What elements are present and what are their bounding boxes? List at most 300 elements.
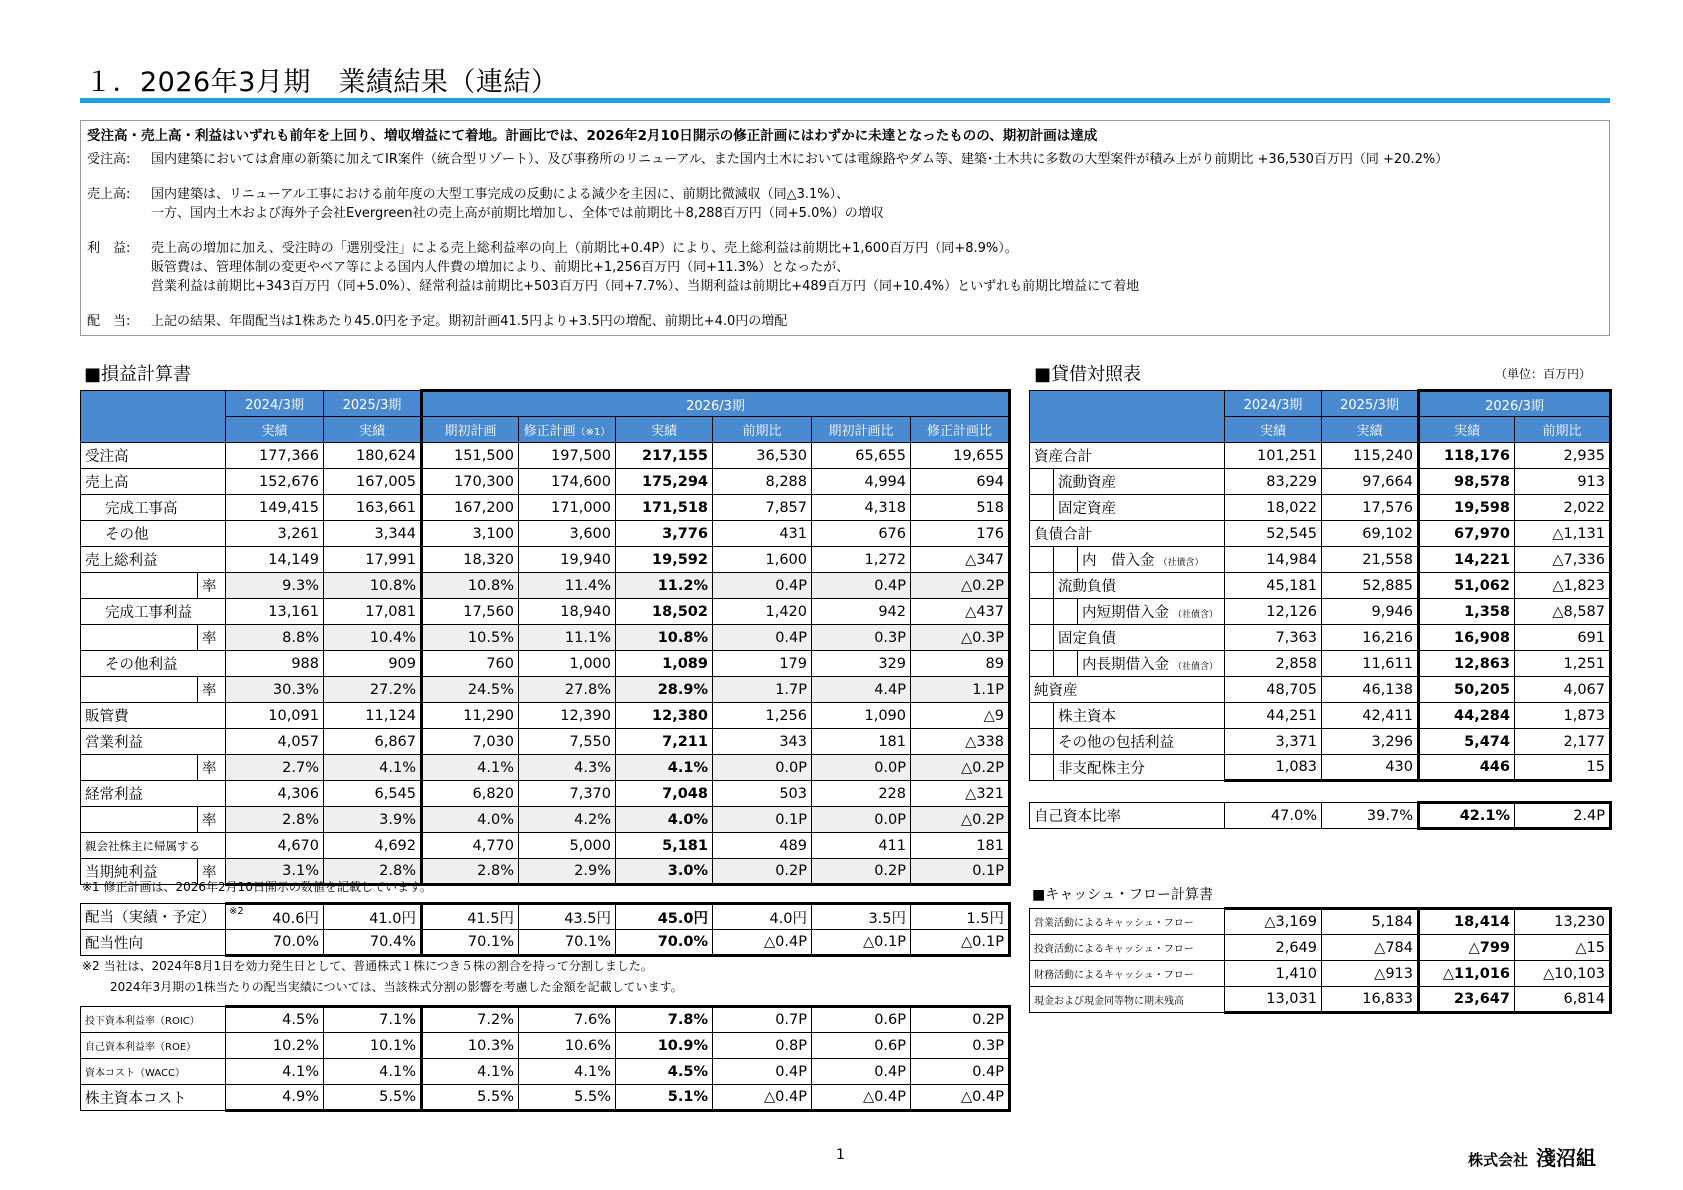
dividend-cell xyxy=(713,904,812,930)
pl-rate-label: 率 xyxy=(198,807,226,833)
bs-cell: △7,336 xyxy=(1515,547,1611,573)
bs-row-label: その他の包括利益 xyxy=(1054,729,1225,755)
ratios-cell xyxy=(713,1033,812,1059)
pl-cell: 2.8% xyxy=(324,859,422,885)
dividend-cell xyxy=(519,904,616,930)
pl-cell: 11.2% xyxy=(616,573,713,599)
bs-cell: 430 xyxy=(1322,755,1419,781)
pl-cell: 1,272 xyxy=(812,547,911,573)
ratios-value: 0.8P xyxy=(775,1037,807,1054)
pl-row-label: 受注高 xyxy=(81,443,226,469)
pl-cell: 4,994 xyxy=(812,469,911,495)
pl-cell: 0.0P xyxy=(812,807,911,833)
ratios-value: 7.6% xyxy=(574,1012,611,1028)
pl-cell: 6,820 xyxy=(422,781,519,807)
ratios-value: 4.1% xyxy=(379,1063,416,1080)
pl-cell: 7,048 xyxy=(616,781,713,807)
ratios-row-label: 株主資本コスト xyxy=(81,1085,226,1111)
equity-ratio-cell: 39.7% xyxy=(1322,803,1419,829)
dividend-value: △0.1P xyxy=(961,934,1004,950)
pl-cell: 4.2% xyxy=(519,807,616,833)
pl-cell: 3,600 xyxy=(519,521,616,547)
cf-cell: △15 xyxy=(1515,935,1611,961)
pl-header-blank xyxy=(81,391,226,443)
bs-cell: △8,587 xyxy=(1515,599,1611,625)
bs-cell: 44,284 xyxy=(1419,703,1515,729)
pl-cell: 10.8% xyxy=(324,573,422,599)
cf-cell: △913 xyxy=(1322,961,1419,987)
pl-cell: 2.7% xyxy=(226,755,324,781)
ratios-cell xyxy=(324,1033,422,1059)
pl-cell: 1.1P xyxy=(911,677,1010,703)
bs-row-label: 資産合計 xyxy=(1030,443,1225,469)
cf-row-label: 営業活動によるキャッシュ・フロー xyxy=(1030,909,1225,935)
pl-cell: 11,124 xyxy=(324,703,422,729)
pl-cell: 170,300 xyxy=(422,469,519,495)
pl-row-blank xyxy=(81,573,198,599)
pl-cell: 676 xyxy=(812,521,911,547)
dividend-value: 3.5円 xyxy=(868,910,906,927)
bs-indent xyxy=(1030,547,1054,573)
pl-cell: 6,545 xyxy=(324,781,422,807)
bs-cell: 52,545 xyxy=(1225,521,1322,547)
cf-cell: △10,103 xyxy=(1515,961,1611,987)
dividend-cell xyxy=(616,904,713,930)
ratios-table xyxy=(80,1005,1011,1112)
pl-cell: 14,149 xyxy=(226,547,324,573)
pl-cell: 4,306 xyxy=(226,781,324,807)
bs-cell: 115,240 xyxy=(1322,443,1419,469)
ratios-cell xyxy=(616,1007,713,1033)
pl-cell: 151,500 xyxy=(422,443,519,469)
dividend-note2-line2: 2024年3月期の1株当たりの配当実績については、当該株式分割の影響を考慮した金額を記載しています。 xyxy=(110,980,683,994)
summary-headline: 受注高・売上高・利益はいずれも前年を上回り、増収増益にて着地。計画比では、2026年2月10日開示の修正計画にはわずかに未達となったものの、期初計画は達成 xyxy=(87,128,1098,144)
pl-cell: 177,366 xyxy=(226,443,324,469)
dividend-cell xyxy=(911,904,1010,930)
bs-cell: 1,083 xyxy=(1225,755,1322,781)
ratios-cell xyxy=(713,1059,812,1085)
ratios-value: 10.9% xyxy=(657,1037,708,1054)
pl-header-yoy: 前期比 xyxy=(713,417,812,443)
bs-row-label-sub: （社債含） xyxy=(1173,610,1219,620)
pl-row-label: 売上総利益 xyxy=(81,547,226,573)
pl-row-blank xyxy=(81,755,198,781)
pl-row-label: 完成工事高 xyxy=(81,495,226,521)
pl-cell: 489 xyxy=(713,833,812,859)
pl-cell: 518 xyxy=(911,495,1010,521)
dividend-value: 70.1% xyxy=(564,934,611,950)
pl-row-blank xyxy=(81,625,198,651)
bs-cell: 446 xyxy=(1419,755,1515,781)
pl-cell: 7,550 xyxy=(519,729,616,755)
ratios-value: 5.5% xyxy=(379,1089,416,1105)
pl-cell: △321 xyxy=(911,781,1010,807)
pl-cell: 18,320 xyxy=(422,547,519,573)
cf-cell: 1,410 xyxy=(1225,961,1322,987)
pl-cell: 36,530 xyxy=(713,443,812,469)
ratios-value: 10.3% xyxy=(467,1037,514,1054)
pl-cell: 11,290 xyxy=(422,703,519,729)
pl-cell: 1,000 xyxy=(519,651,616,677)
dividend-value: △0.1P xyxy=(863,934,906,950)
cf-cell: 5,184 xyxy=(1322,909,1419,935)
pl-header-fy2026: 2026/3期 xyxy=(422,391,1010,417)
company-name xyxy=(1468,1142,1596,1171)
pl-cell: 760 xyxy=(422,651,519,677)
pl-cell: 4.4P xyxy=(812,677,911,703)
bs-indent xyxy=(1030,469,1054,495)
ratios-cell xyxy=(422,1033,519,1059)
company-name-text: 淺沼組 xyxy=(1536,1146,1597,1170)
equity-ratio-cell: 47.0% xyxy=(1225,803,1322,829)
cf-cell: △799 xyxy=(1419,935,1515,961)
bs-cell: 44,251 xyxy=(1225,703,1322,729)
cf-cell: 2,649 xyxy=(1225,935,1322,961)
ratios-cell xyxy=(812,1033,911,1059)
pl-row-label: 売上高 xyxy=(81,469,226,495)
pl-cell: 152,676 xyxy=(226,469,324,495)
pl-cell: 8,288 xyxy=(713,469,812,495)
ratios-value: 4.5% xyxy=(282,1012,319,1028)
pl-cell: 909 xyxy=(324,651,422,677)
dividend-cell xyxy=(422,904,519,930)
summary-profit-label: 利 益: xyxy=(87,241,131,256)
pl-cell: 28.9% xyxy=(616,677,713,703)
pl-note1: ※1 修正計画は、2026年2月10日開示の数値を記載しています。 xyxy=(82,880,432,894)
pl-cell: 217,155 xyxy=(616,443,713,469)
summary-orders-label: 受注高: xyxy=(87,152,131,167)
dividend-value: 1.5円 xyxy=(966,910,1004,927)
pl-cell: 3.9% xyxy=(324,807,422,833)
bs-row-label-sub: （社債含） xyxy=(1173,662,1219,672)
ratios-value: 7.2% xyxy=(477,1012,514,1028)
pl-cell: 180,624 xyxy=(324,443,422,469)
pl-cell: 1,090 xyxy=(812,703,911,729)
cf-row-label: 現金および現金同等物に期末残高 xyxy=(1030,987,1225,1013)
pl-cell: 4.0% xyxy=(616,807,713,833)
pl-cell: 175,294 xyxy=(616,469,713,495)
cf-row-label: 投資活動によるキャッシュ・フロー xyxy=(1030,935,1225,961)
pl-cell: △338 xyxy=(911,729,1010,755)
bs-row-label-sub: （社債含） xyxy=(1158,558,1204,568)
pl-cell: 694 xyxy=(911,469,1010,495)
dividend-row-label: 配当性向 xyxy=(81,930,226,956)
income-statement-table xyxy=(80,389,1011,886)
pl-cell: 7,370 xyxy=(519,781,616,807)
ratios-value: 4.5% xyxy=(667,1063,708,1080)
pl-row-label: 営業利益 xyxy=(81,729,226,755)
ratios-cell xyxy=(911,1059,1010,1085)
pl-header-initial-plan: 期初計画 xyxy=(422,417,519,443)
ratios-cell xyxy=(911,1085,1010,1111)
ratios-value: △0.4P xyxy=(764,1089,807,1105)
pl-cell: 4,057 xyxy=(226,729,324,755)
ratios-value: 0.3P xyxy=(972,1037,1004,1054)
pl-rate-label: 率 xyxy=(198,755,226,781)
pl-cell: 4.1% xyxy=(324,755,422,781)
dividend-value: △0.4P xyxy=(764,934,807,950)
ratios-value: 0.2P xyxy=(972,1012,1004,1028)
dividend-value: 41.5円 xyxy=(467,910,514,927)
pl-cell: 343 xyxy=(713,729,812,755)
pl-cell: 3.0% xyxy=(616,859,713,885)
pl-row-label: その他 xyxy=(81,521,226,547)
bs-cell: 4,067 xyxy=(1515,677,1611,703)
bs-cell: 97,664 xyxy=(1322,469,1419,495)
ratios-value: 10.1% xyxy=(369,1037,416,1054)
pl-cell: 329 xyxy=(812,651,911,677)
bs-cell: 83,229 xyxy=(1225,469,1322,495)
pl-cell: 228 xyxy=(812,781,911,807)
pl-cell: 2.8% xyxy=(422,859,519,885)
pl-cell: 4,318 xyxy=(812,495,911,521)
pl-cell: 7,030 xyxy=(422,729,519,755)
pl-cell: 174,600 xyxy=(519,469,616,495)
bs-row-label: 固定負債 xyxy=(1054,625,1225,651)
dividend-row-label: 配当（実績・予定） xyxy=(81,904,226,930)
dividend-value: 4.0円 xyxy=(769,910,807,927)
bs-row-label xyxy=(1078,651,1225,677)
cf-cell: △11,016 xyxy=(1419,961,1515,987)
cf-section-title: ■キャッシュ・フロー計算書 xyxy=(1032,887,1213,903)
bs-cell: 17,576 xyxy=(1322,495,1419,521)
dividend-cell xyxy=(324,904,422,930)
ratios-value: △0.4P xyxy=(961,1089,1004,1105)
ratios-cell xyxy=(226,1059,324,1085)
summary-profit-line1: 売上高の増加に加え、受注時の「選別受注」による売上総利益率の向上（前期比+0.4P）により、売上総利益は前期比+1,600百万円（同+8.9%）。 xyxy=(151,241,1018,256)
bs-cell: 1,358 xyxy=(1419,599,1515,625)
ratios-cell xyxy=(519,1033,616,1059)
cash-flow-table xyxy=(1029,907,1612,1014)
dividend-value: 70.0% xyxy=(272,934,319,950)
cf-cell: 6,814 xyxy=(1515,987,1611,1013)
pl-cell: 10.8% xyxy=(422,573,519,599)
pl-cell: 10,091 xyxy=(226,703,324,729)
pl-cell: 431 xyxy=(713,521,812,547)
pl-cell: 0.3P xyxy=(812,625,911,651)
pl-header-fy2025: 2025/3期 xyxy=(324,391,422,417)
pl-row-label: 経常利益 xyxy=(81,781,226,807)
ratios-value: 4.1% xyxy=(477,1063,514,1080)
equity-ratio-cell: 2.4P xyxy=(1515,803,1611,829)
pl-cell: 19,592 xyxy=(616,547,713,573)
bs-cell: 48,705 xyxy=(1225,677,1322,703)
dividend-cell xyxy=(226,904,324,930)
page-number: 1 xyxy=(836,1147,845,1163)
bs-cell: 14,221 xyxy=(1419,547,1515,573)
bs-row-label-text: 内短期借入金 xyxy=(1082,605,1169,621)
bs-section-title: ■貸借対照表 xyxy=(1034,364,1142,385)
summary-profit xyxy=(87,239,1603,296)
bs-cell: 18,022 xyxy=(1225,495,1322,521)
bs-row-label-text: 内長期借入金 xyxy=(1082,657,1169,673)
pl-cell: 4.1% xyxy=(616,755,713,781)
equity-ratio-cell: 42.1% xyxy=(1419,803,1515,829)
pl-cell: 12,390 xyxy=(519,703,616,729)
ratios-value: 5.5% xyxy=(477,1089,514,1105)
pl-cell: 171,000 xyxy=(519,495,616,521)
ratios-value: 5.5% xyxy=(574,1089,611,1105)
ratios-value: 0.6P xyxy=(874,1037,906,1054)
pl-cell: △0.2P xyxy=(911,807,1010,833)
title-rule xyxy=(80,98,1610,103)
pl-rate-label: 率 xyxy=(198,677,226,703)
unit-note: （単位：百万円） xyxy=(1495,367,1592,381)
bs-indent xyxy=(1054,547,1078,573)
page-title: １．2026年3月期 業績結果（連結） xyxy=(85,67,559,98)
ratios-value: 0.6P xyxy=(874,1012,906,1028)
pl-cell: 27.2% xyxy=(324,677,422,703)
pl-cell: 5,181 xyxy=(616,833,713,859)
equity-ratio-table xyxy=(1029,801,1612,830)
pl-cell: 0.4P xyxy=(713,625,812,651)
pl-cell: △9 xyxy=(911,703,1010,729)
summary-sales xyxy=(87,185,1603,223)
pl-rate-label: 率 xyxy=(198,625,226,651)
pl-cell: 0.0P xyxy=(812,755,911,781)
pl-cell: 3,100 xyxy=(422,521,519,547)
pl-cell: 1.7P xyxy=(713,677,812,703)
ratios-value: 4.1% xyxy=(282,1063,319,1080)
equity-ratio-label: 自己資本比率 xyxy=(1030,803,1225,829)
bs-indent xyxy=(1030,599,1054,625)
bs-cell: 7,363 xyxy=(1225,625,1322,651)
pl-cell: 2.8% xyxy=(226,807,324,833)
pl-cell: 181 xyxy=(911,833,1010,859)
ratios-cell xyxy=(812,1059,911,1085)
bs-row-label: 株主資本 xyxy=(1054,703,1225,729)
pl-cell: 3,776 xyxy=(616,521,713,547)
cf-cell: △3,169 xyxy=(1225,909,1322,935)
bs-cell: 19,598 xyxy=(1419,495,1515,521)
pl-cell: 503 xyxy=(713,781,812,807)
pl-cell: 0.0P xyxy=(713,755,812,781)
dividend-cell xyxy=(519,930,616,956)
pl-cell: 89 xyxy=(911,651,1010,677)
pl-cell: 30.3% xyxy=(226,677,324,703)
pl-cell: 0.2P xyxy=(713,859,812,885)
pl-cell: 1,600 xyxy=(713,547,812,573)
ratios-value: 0.4P xyxy=(775,1063,807,1080)
pl-header-actual: 実績 xyxy=(324,417,422,443)
ratios-value: 10.2% xyxy=(272,1037,319,1054)
pl-cell: 7,857 xyxy=(713,495,812,521)
bs-row-label: 固定資産 xyxy=(1054,495,1225,521)
bs-cell: 46,138 xyxy=(1322,677,1419,703)
dividend-note-mark: ※2 xyxy=(229,906,244,917)
pl-cell: 0.2P xyxy=(812,859,911,885)
cf-cell: 23,647 xyxy=(1419,987,1515,1013)
balance-sheet-table xyxy=(1029,389,1612,782)
ratios-value: 0.7P xyxy=(775,1012,807,1028)
pl-cell: 167,200 xyxy=(422,495,519,521)
pl-cell: 3.1% xyxy=(226,859,324,885)
cf-cell: 13,230 xyxy=(1515,909,1611,935)
pl-cell: 17,991 xyxy=(324,547,422,573)
bs-cell: 14,984 xyxy=(1225,547,1322,573)
pl-cell: 149,415 xyxy=(226,495,324,521)
bs-cell: 12,126 xyxy=(1225,599,1322,625)
pl-cell: 4.3% xyxy=(519,755,616,781)
pl-cell: 17,560 xyxy=(422,599,519,625)
bs-header-actual: 実績 xyxy=(1225,417,1322,443)
ratios-cell xyxy=(324,1059,422,1085)
bs-cell: 691 xyxy=(1515,625,1611,651)
pl-cell: 5,000 xyxy=(519,833,616,859)
ratios-cell xyxy=(422,1059,519,1085)
bs-cell: △1,823 xyxy=(1515,573,1611,599)
ratios-cell xyxy=(616,1059,713,1085)
pl-cell: 0.4P xyxy=(713,573,812,599)
pl-cell: 4,670 xyxy=(226,833,324,859)
bs-header-actual: 実績 xyxy=(1419,417,1515,443)
ratios-cell xyxy=(226,1085,324,1111)
bs-indent xyxy=(1030,495,1054,521)
ratios-value: 0.4P xyxy=(972,1063,1004,1080)
summary-box xyxy=(80,120,1610,336)
pl-cell: 197,500 xyxy=(519,443,616,469)
ratios-cell xyxy=(324,1007,422,1033)
ratios-cell xyxy=(616,1085,713,1111)
pl-cell: 163,661 xyxy=(324,495,422,521)
pl-cell: 3,261 xyxy=(226,521,324,547)
pl-header-actual: 実績 xyxy=(226,417,324,443)
ratios-cell xyxy=(911,1007,1010,1033)
bs-cell: 2,022 xyxy=(1515,495,1611,521)
bs-cell: 3,371 xyxy=(1225,729,1322,755)
summary-dividend xyxy=(87,312,1603,331)
cf-cell: 16,833 xyxy=(1322,987,1419,1013)
bs-cell: 50,205 xyxy=(1419,677,1515,703)
pl-cell: △0.2P xyxy=(911,755,1010,781)
pl-cell: 8.8% xyxy=(226,625,324,651)
pl-cell: 10.5% xyxy=(422,625,519,651)
bs-cell: 2,858 xyxy=(1225,651,1322,677)
bs-cell: 1,873 xyxy=(1515,703,1611,729)
pl-cell: 4,692 xyxy=(324,833,422,859)
bs-cell: 51,062 xyxy=(1419,573,1515,599)
ratios-cell xyxy=(226,1007,324,1033)
bs-indent xyxy=(1030,625,1054,651)
pl-header-vs-initial: 期初計画比 xyxy=(812,417,911,443)
pl-rate-label: 率 xyxy=(198,573,226,599)
pl-cell: 4.0% xyxy=(422,807,519,833)
dividend-cell xyxy=(812,930,911,956)
summary-profit-line2: 販管費は、管理体制の変更やベア等による国内人件費の増加により、前期比+1,256百万円（同+11.3%）となったが、 xyxy=(151,260,850,275)
ratios-cell xyxy=(713,1007,812,1033)
bs-indent xyxy=(1054,599,1078,625)
pl-cell: 1,256 xyxy=(713,703,812,729)
pl-header-fy2024: 2024/3期 xyxy=(226,391,324,417)
pl-cell: 10.8% xyxy=(616,625,713,651)
summary-sales-line2: 一方、国内土木および海外子会社Evergreen社の売上高が前期比増加し、全体では前期比＋8,288百万円（同+5.0%）の増収 xyxy=(151,206,884,221)
dividend-value: 40.6円 xyxy=(272,910,319,927)
summary-sales-label: 売上高: xyxy=(87,187,131,202)
pl-cell: 13,161 xyxy=(226,599,324,625)
pl-header-vs-revised: 修正計画比 xyxy=(911,417,1010,443)
dividend-cell xyxy=(616,930,713,956)
bs-cell: 42,411 xyxy=(1322,703,1419,729)
bs-header-blank xyxy=(1030,391,1225,443)
ratios-cell xyxy=(812,1007,911,1033)
dividend-cell xyxy=(226,930,324,956)
bs-cell: 3,296 xyxy=(1322,729,1419,755)
bs-row-label: 非支配株主分 xyxy=(1054,755,1225,781)
pl-cell: 942 xyxy=(812,599,911,625)
bs-row-label xyxy=(1078,599,1225,625)
ratios-row-label: 自己資本利益率（ROE） xyxy=(81,1033,226,1059)
bs-row-label xyxy=(1078,547,1225,573)
